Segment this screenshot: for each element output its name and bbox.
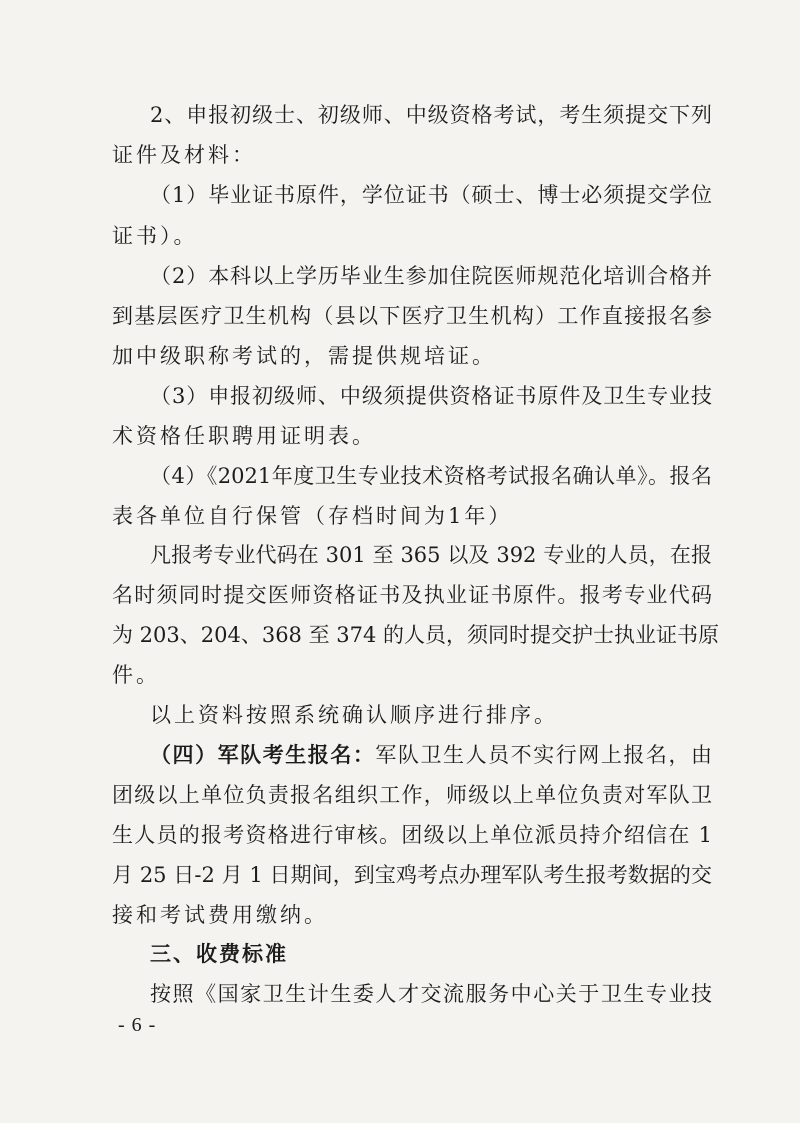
military-section-heading: （四）军队考生报名： <box>150 743 376 767</box>
paragraph-line: 名时须同时提交医师资格证书及执业证书原件。报考专业代码 <box>112 583 712 607</box>
paragraph-line: （4）《2021年度卫生专业技术资格考试报名确认单》。报名 <box>150 464 712 488</box>
paragraph-line: 接和考试费用缴纳。 <box>112 903 328 927</box>
paragraph-line: 表各单位自行保管（存档时间为1年） <box>112 504 513 528</box>
paragraph-line: 按照《国家卫生计生委人才交流服务中心关于卫生专业技 <box>150 982 712 1006</box>
paragraph-line: 月 25 日-2 月 1 日期间，到宝鸡考点办理军队考生报考数据的交 <box>112 863 712 887</box>
paragraph-line: 以上资料按照系统确认顺序进行排序。 <box>150 703 558 727</box>
paragraph-line: 凡报考专业代码在 301 至 365 以及 392 专业的人员，在报 <box>150 543 712 567</box>
paragraph-line: 证书）。 <box>112 224 198 248</box>
page-number: - 6 - <box>118 1014 157 1036</box>
paragraph-line: 件。 <box>112 663 160 687</box>
paragraph-line: 团级以上单位负责报名组织工作，师级以上单位负责对军队卫 <box>112 783 712 807</box>
paragraph-line: 为 203、204、368 至 374 的人员，须同时提交护士执业证书原 <box>112 623 720 647</box>
paragraph-line: 证件及材料： <box>112 143 256 167</box>
paragraph-line: （2）本科以上学历毕业生参加住院医师规范化培训合格并 <box>150 264 712 288</box>
section-heading: 三、收费标准 <box>150 942 288 966</box>
military-section-line <box>150 741 712 769</box>
paragraph-line: （3）申报初级师、中级须提供资格证书原件及卫生专业技 <box>150 384 712 408</box>
paragraph-line: 2、申报初级士、初级师、中级资格考试，考生须提交下列 <box>150 103 712 127</box>
paragraph-line: 生人员的报考资格进行审核。团级以上单位派员持介绍信在 1 <box>112 823 712 847</box>
paragraph-line: （1）毕业证书原件，学位证书（硕士、博士必须提交学位 <box>150 183 712 207</box>
paragraph-line: 加中级职称考试的，需提供规培证。 <box>112 344 496 368</box>
paragraph-line: 术资格任职聘用证明表。 <box>112 424 376 448</box>
paragraph-line: 到基层医疗卫生机构（县以下医疗卫生机构）工作直接报名参 <box>112 304 712 328</box>
paragraph-text: 军队卫生人员不实行网上报名，由 <box>375 743 713 767</box>
